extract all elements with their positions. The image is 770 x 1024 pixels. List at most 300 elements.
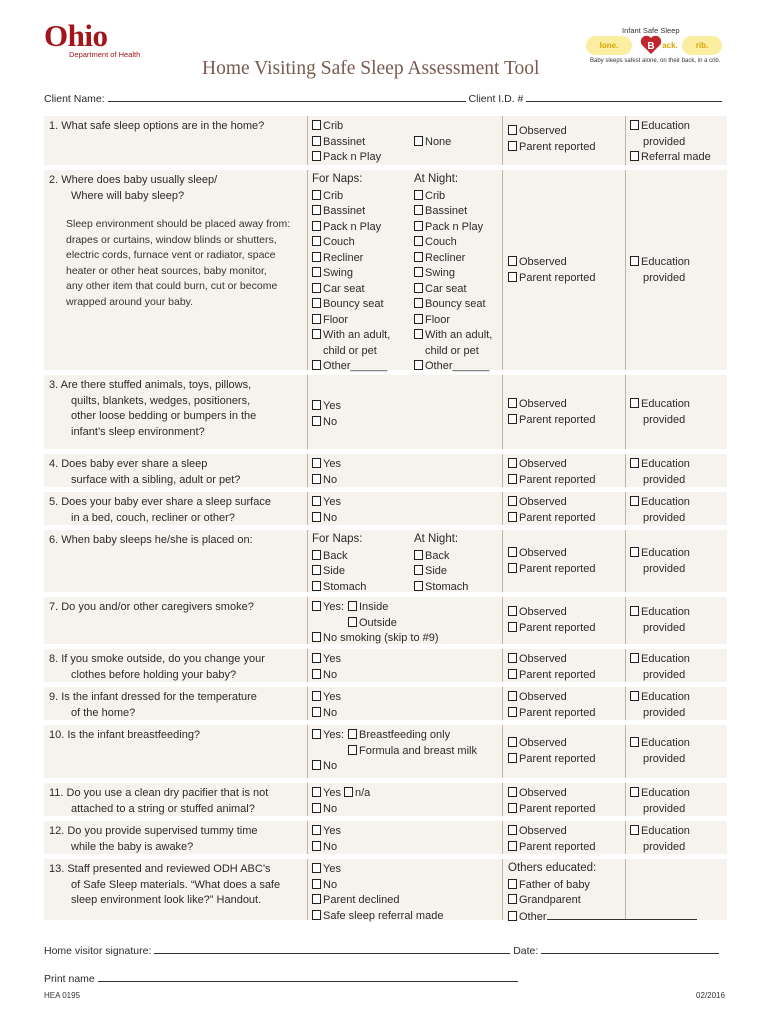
option-label: Pack n Play (323, 220, 382, 233)
checkbox[interactable] (508, 474, 517, 484)
checkbox[interactable] (630, 256, 639, 266)
checkbox[interactable] (414, 267, 423, 277)
checkbox[interactable] (414, 190, 423, 200)
checkbox[interactable] (508, 653, 517, 663)
table-row (44, 530, 727, 592)
outside-option[interactable] (348, 616, 397, 632)
question-text (49, 862, 280, 909)
table-row (44, 170, 727, 370)
checkbox[interactable] (630, 653, 639, 663)
option-1[interactable] (312, 415, 337, 431)
education-option-0[interactable] (630, 255, 690, 271)
option-label: No (323, 878, 338, 891)
table-row (44, 821, 727, 854)
checkbox[interactable] (414, 550, 423, 560)
option-label: No (323, 802, 338, 815)
question-line: 7. Do you and/or other caregivers smoke? (49, 601, 254, 613)
status-option-1[interactable] (508, 413, 595, 429)
education-option-0[interactable] (630, 605, 690, 621)
option-2[interactable] (312, 150, 381, 166)
education-option-0[interactable] (630, 690, 690, 706)
checkbox[interactable] (312, 879, 321, 889)
option-b-1[interactable] (414, 564, 447, 580)
option-label: Observed (519, 787, 567, 799)
badge-crib-text: rib. (695, 41, 709, 50)
checkbox[interactable] (312, 760, 321, 770)
option-label: Education (641, 737, 690, 749)
status-option-0[interactable] (508, 736, 567, 752)
status-option-1[interactable] (508, 840, 595, 856)
option-label: Safe sleep referral made (323, 909, 444, 922)
checkbox[interactable] (630, 606, 639, 616)
checkbox[interactable] (312, 691, 321, 701)
option-label: Crib (425, 189, 446, 202)
others-option-2[interactable] (508, 909, 697, 926)
option-label: Bouncy seat (323, 298, 384, 310)
question-text (49, 495, 271, 526)
question-text (49, 728, 200, 744)
option-label: Parent reported (519, 752, 596, 765)
checkbox[interactable] (508, 894, 517, 904)
status-option-1[interactable] (508, 511, 595, 527)
at-night-label: At Night: (414, 173, 459, 185)
status-option-1[interactable] (508, 706, 595, 722)
option-label: Swing (323, 267, 353, 279)
checkbox[interactable] (508, 414, 517, 424)
checkbox[interactable] (414, 221, 423, 231)
education-option-0[interactable] (630, 397, 690, 413)
checkbox[interactable] (508, 911, 517, 921)
checkbox[interactable] (312, 894, 321, 904)
option-label: Yes (323, 400, 341, 412)
checkbox[interactable] (508, 669, 517, 679)
option-label: provided (643, 668, 686, 681)
checkbox[interactable] (312, 653, 321, 663)
option-3[interactable] (312, 235, 355, 251)
checkbox[interactable] (414, 283, 423, 293)
education-option-0[interactable] (630, 824, 690, 840)
checkbox[interactable] (630, 787, 639, 797)
checkbox[interactable] (312, 825, 321, 835)
option-label: Side (323, 565, 346, 577)
checkbox[interactable] (508, 458, 517, 468)
checkbox[interactable] (414, 298, 423, 308)
date-field[interactable] (541, 943, 719, 954)
question-line: while the baby is awake? (71, 840, 194, 853)
option-label: Education (641, 653, 690, 665)
option-0[interactable] (312, 495, 341, 511)
checkbox[interactable] (312, 803, 321, 813)
sleep-environment-note: electric cords, furnace vent or radiator, space (66, 249, 276, 261)
option-0[interactable] (312, 399, 341, 415)
checkbox[interactable] (312, 474, 321, 484)
question-text (49, 119, 264, 135)
option-label: Bassinet (425, 205, 468, 217)
checkbox[interactable] (508, 141, 517, 151)
checkbox[interactable] (312, 729, 321, 739)
education-option-0[interactable] (630, 736, 690, 752)
checkbox[interactable] (630, 120, 639, 130)
education-option-0[interactable] (630, 495, 690, 511)
option-label: Observed (519, 125, 567, 137)
option-label: With an adult, (323, 329, 391, 341)
checkbox[interactable] (348, 601, 357, 611)
client-id-field[interactable] (526, 91, 722, 102)
checkbox[interactable] (312, 360, 321, 370)
option-label: Parent declined (323, 894, 400, 906)
option-label: provided (643, 135, 686, 148)
signature-label: Home visitor signature: (44, 945, 152, 957)
checkbox[interactable] (508, 606, 517, 616)
education-option-1 (643, 621, 685, 637)
option-b-2[interactable] (414, 580, 468, 596)
checkbox[interactable] (414, 314, 423, 324)
option-label: Yes (323, 458, 341, 470)
option-9[interactable] (312, 328, 390, 344)
checkbox[interactable] (414, 329, 423, 339)
option-0[interactable] (312, 189, 343, 205)
status-option-1[interactable] (508, 621, 595, 637)
option-label: Floor (323, 313, 349, 326)
option-label: Other (519, 910, 547, 923)
checkbox[interactable] (508, 398, 517, 408)
education-option-0[interactable] (630, 652, 690, 668)
status-option-0[interactable] (508, 495, 567, 511)
question-line: clothes before holding your baby? (71, 668, 237, 681)
option-3[interactable] (312, 909, 443, 925)
option-label: Grandparent (519, 894, 581, 906)
checkbox[interactable] (414, 581, 423, 591)
option-label: Recliner (425, 251, 466, 264)
checkbox[interactable] (312, 669, 321, 679)
option-label: Back (323, 549, 348, 562)
education-option-0[interactable] (630, 119, 690, 135)
question-text (49, 690, 257, 721)
checkbox[interactable] (348, 617, 357, 627)
status-option-0[interactable] (508, 690, 567, 706)
checkbox[interactable] (508, 691, 517, 701)
other-field[interactable] (547, 909, 697, 920)
status-option-1[interactable] (508, 802, 595, 818)
option-label: Observed (519, 547, 567, 559)
education-option-1 (643, 135, 685, 151)
education-option-0[interactable] (630, 546, 690, 562)
checkbox[interactable] (414, 236, 423, 246)
others-option-1[interactable] (508, 893, 581, 909)
option-label: Recliner (323, 251, 364, 264)
checkbox[interactable] (508, 879, 517, 889)
status-option-1[interactable] (508, 668, 595, 684)
status-option-1[interactable] (508, 473, 595, 489)
option-label: Observed (519, 398, 567, 410)
status-option-1[interactable] (508, 140, 595, 156)
option-label: Couch (425, 236, 457, 248)
checkbox[interactable] (312, 581, 321, 591)
option-b-11[interactable] (414, 359, 489, 375)
checkbox[interactable] (344, 787, 353, 797)
option-b-1[interactable] (414, 204, 467, 220)
yes-option[interactable] (312, 600, 344, 616)
checkbox[interactable] (508, 125, 517, 135)
question-text (49, 378, 256, 440)
option-4[interactable] (312, 251, 363, 267)
table-row (44, 454, 727, 487)
option-label: provided (643, 752, 686, 765)
checkbox[interactable] (508, 547, 517, 557)
option-0[interactable] (312, 119, 343, 135)
no-option[interactable] (312, 802, 337, 818)
question-line: surface with a sibling, adult or pet? (71, 473, 241, 486)
checkbox[interactable] (312, 458, 321, 468)
option-label: Formula and breast milk (359, 744, 477, 757)
checkbox[interactable] (312, 787, 321, 797)
checkbox[interactable] (312, 416, 321, 426)
form-date: 02/2016 (696, 991, 725, 1000)
option-0[interactable] (312, 824, 341, 840)
checkbox[interactable] (630, 547, 639, 557)
option-b-7[interactable] (414, 297, 486, 313)
option-1[interactable] (312, 204, 365, 220)
status-option-0[interactable] (508, 652, 567, 668)
checkbox[interactable] (508, 803, 517, 813)
checkbox[interactable] (312, 707, 321, 717)
option-0[interactable] (312, 690, 341, 706)
checkbox[interactable] (348, 745, 357, 755)
formula-and-breast-milk-option[interactable] (348, 744, 477, 760)
checkbox[interactable] (312, 283, 321, 293)
checkbox[interactable] (312, 267, 321, 277)
checkbox[interactable] (312, 632, 321, 642)
sleep-environment-note: any other item that could burn, cut or become (66, 280, 278, 292)
checkbox[interactable] (312, 400, 321, 410)
checkbox[interactable] (414, 205, 423, 215)
others-option-0[interactable] (508, 878, 590, 894)
checkbox[interactable] (508, 825, 517, 835)
option-2[interactable] (312, 893, 399, 909)
option-0[interactable] (312, 457, 341, 473)
checkbox[interactable] (508, 256, 517, 266)
option-b-8[interactable] (414, 313, 450, 329)
option-1[interactable] (312, 878, 337, 894)
checkbox[interactable] (348, 729, 357, 739)
option-label: provided (643, 413, 686, 426)
client-id-label: Client I.D. # (468, 93, 524, 105)
checkbox[interactable] (312, 496, 321, 506)
status-option-0[interactable] (508, 546, 567, 562)
checkbox[interactable] (312, 221, 321, 231)
checkbox[interactable] (508, 737, 517, 747)
sleep-environment-note: heater or other heat sources, baby monitor, (66, 264, 267, 277)
option-2[interactable] (312, 220, 381, 236)
option-label: Parent reported (519, 271, 596, 284)
checkbox[interactable] (312, 190, 321, 200)
option-7[interactable] (312, 297, 384, 313)
checkbox[interactable] (630, 691, 639, 701)
option-b-2[interactable] (414, 220, 483, 236)
for-naps-label: For Naps: (312, 173, 363, 185)
na-option[interactable] (344, 786, 370, 802)
option-0[interactable] (312, 652, 341, 668)
checkbox[interactable] (312, 298, 321, 308)
no-smoking-option[interactable] (312, 631, 439, 647)
option-b-3[interactable] (414, 235, 457, 251)
yes-option[interactable] (312, 786, 341, 802)
status-option-0[interactable] (508, 786, 567, 802)
checkbox[interactable] (312, 512, 321, 522)
option-2[interactable] (312, 580, 366, 596)
badge-back-text: ack. (662, 41, 678, 50)
option-label: Crib (323, 120, 344, 132)
option-b-0[interactable] (414, 135, 451, 151)
status-option-1[interactable] (508, 562, 595, 578)
yes-option[interactable] (312, 728, 344, 744)
option-5[interactable] (312, 266, 353, 282)
option-label: provided (643, 271, 686, 284)
option-label: No (323, 840, 338, 853)
department-name: Department of Health (69, 50, 141, 59)
option-1[interactable] (312, 135, 365, 151)
option-label: Parent reported (519, 473, 596, 486)
signature-field[interactable] (154, 943, 510, 954)
checkbox[interactable] (508, 707, 517, 717)
option-label: None (425, 135, 452, 148)
sleep-environment-note: Sleep environment should be placed away from: (66, 218, 291, 230)
option-label: provided (643, 473, 686, 486)
option-label: Bouncy seat (425, 298, 486, 310)
status-option-0[interactable] (508, 457, 567, 473)
checkbox[interactable] (630, 398, 639, 408)
checkbox[interactable] (508, 622, 517, 632)
svg-text:B: B (647, 41, 655, 52)
checkbox[interactable] (312, 863, 321, 873)
checkbox[interactable] (508, 512, 517, 522)
option-b-9[interactable] (414, 328, 492, 344)
checkbox[interactable] (312, 601, 321, 611)
status-option-1[interactable] (508, 752, 595, 768)
checkbox[interactable] (312, 565, 321, 575)
checkbox[interactable] (508, 753, 517, 763)
checkbox[interactable] (312, 550, 321, 560)
option-label: Stomach (323, 580, 367, 593)
option-b-6[interactable] (414, 282, 467, 298)
education-option-2[interactable] (630, 150, 711, 166)
option-0[interactable] (312, 549, 347, 565)
education-option-0[interactable] (630, 786, 690, 802)
checkbox[interactable] (414, 252, 423, 262)
checkbox[interactable] (414, 136, 423, 146)
status-option-1[interactable] (508, 271, 595, 287)
option-1[interactable] (312, 840, 337, 856)
table-row (44, 649, 727, 682)
question-line: 3. Are there stuffed animals, toys, pillows, (49, 379, 252, 391)
option-label: provided (643, 621, 686, 634)
checkbox[interactable] (414, 565, 423, 575)
option-label: Education (641, 787, 690, 799)
abc-badges (584, 36, 724, 56)
option-1[interactable] (312, 511, 337, 527)
option-b-0[interactable] (414, 189, 445, 205)
client-name-label: Client Name: (44, 93, 105, 105)
option-1[interactable] (312, 706, 337, 722)
question-text (49, 457, 240, 488)
no-option[interactable] (312, 759, 337, 775)
option-label: Parent reported (519, 413, 596, 426)
checkbox[interactable] (630, 825, 639, 835)
option-label: No (323, 760, 338, 772)
question-line: 8. If you smoke outside, do you change your (49, 653, 265, 665)
question-line: 6. When baby sleeps he/she is placed on: (49, 534, 253, 546)
checkbox[interactable] (312, 236, 321, 246)
option-label: Education (641, 120, 690, 132)
checkbox[interactable] (630, 737, 639, 747)
option-0[interactable] (312, 862, 341, 878)
checkbox[interactable] (312, 205, 321, 215)
option-label: Yes (323, 825, 341, 837)
checkbox[interactable] (312, 841, 321, 851)
option-b-5[interactable] (414, 266, 455, 282)
checkbox[interactable] (508, 272, 517, 282)
option-1[interactable] (312, 564, 345, 580)
education-option-1 (643, 706, 685, 722)
checkbox[interactable] (312, 151, 321, 161)
question-line: attached to a string or stuffed animal? (71, 802, 255, 815)
option-11[interactable] (312, 359, 387, 375)
option-8[interactable] (312, 313, 348, 329)
option-b-4[interactable] (414, 251, 465, 267)
checkbox[interactable] (508, 841, 517, 851)
question-line: infant’s sleep environment? (71, 425, 205, 438)
client-name-field[interactable] (108, 91, 466, 102)
checkbox[interactable] (312, 120, 321, 130)
option-b-0[interactable] (414, 549, 449, 565)
status-option-0[interactable] (508, 124, 567, 140)
option-label: Yes (323, 653, 341, 665)
question-text (49, 786, 268, 817)
education-option-0[interactable] (630, 457, 690, 473)
question-text (49, 173, 217, 204)
checkbox[interactable] (312, 136, 321, 146)
status-option-0[interactable] (508, 397, 567, 413)
option-label: Education (641, 458, 690, 470)
checkbox[interactable] (508, 496, 517, 506)
status-option-0[interactable] (508, 824, 567, 840)
checkbox[interactable] (312, 314, 321, 324)
option-label: child or pet (425, 344, 479, 357)
option-label: Education (641, 256, 690, 268)
inside-option[interactable] (348, 600, 388, 616)
option-6[interactable] (312, 282, 365, 298)
checkbox[interactable] (312, 910, 321, 920)
breastfeeding-only-option[interactable] (348, 728, 450, 744)
checkbox[interactable] (312, 329, 321, 339)
question-line: 10. Is the infant breastfeeding? (49, 729, 201, 741)
checkbox[interactable] (630, 496, 639, 506)
status-option-0[interactable] (508, 255, 567, 271)
option-label: Back (425, 549, 450, 562)
checkbox[interactable] (414, 360, 423, 370)
status-option-0[interactable] (508, 605, 567, 621)
checkbox[interactable] (508, 787, 517, 797)
option-1[interactable] (312, 473, 337, 489)
option-label: Bassinet (323, 135, 366, 148)
question-line: 9. Is the infant dressed for the temperature (49, 691, 257, 703)
checkbox[interactable] (508, 563, 517, 573)
checkbox[interactable] (312, 252, 321, 262)
option-1[interactable] (312, 668, 337, 684)
checkbox[interactable] (630, 458, 639, 468)
checkbox[interactable] (630, 151, 639, 161)
print-name-field[interactable] (98, 971, 518, 982)
